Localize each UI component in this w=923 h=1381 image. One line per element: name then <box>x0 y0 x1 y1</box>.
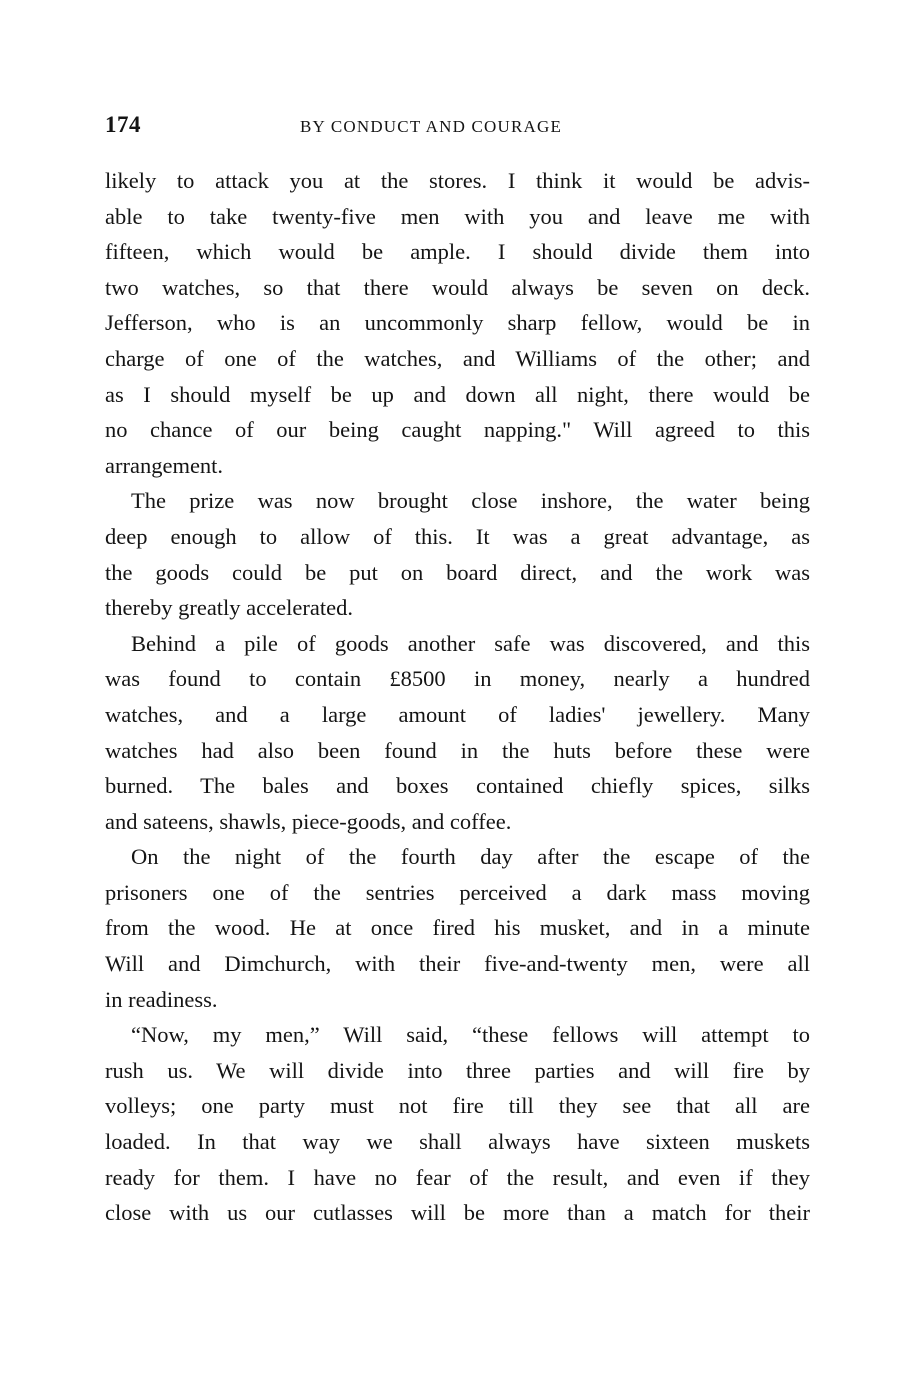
text-line: thereby greatly accelerated. <box>105 595 353 621</box>
text-line: burned. The bales and boxes contained chiefly spices, silks <box>105 773 810 799</box>
text-line: no chance of our being caught napping." Will agreed to this <box>105 417 810 443</box>
text-line: in readiness. <box>105 986 218 1012</box>
page-number: 174 <box>105 112 141 137</box>
text-line: volleys; one party must not fire till they see that all are <box>105 1093 810 1119</box>
paragraph <box>105 626 810 840</box>
text-line: On the night of the fourth day after the escape of the <box>131 844 810 870</box>
text-line: Behind a pile of goods another safe was discovered, and this <box>131 630 810 656</box>
text-line: prisoners one of the sentries perceived a dark mass moving <box>105 879 810 905</box>
running-title: BY CONDUCT AND COURAGE <box>300 117 563 136</box>
text-line: The prize was now brought close inshore, the water being <box>131 488 810 514</box>
paragraph <box>105 483 810 625</box>
text-line: and sateens, shawls, piece-goods, and coffee. <box>105 808 512 834</box>
text-line: from the wood. He at once fired his musket, and in a minute <box>105 915 810 941</box>
text-line: was found to contain £8500 in money, nearly a hundred <box>105 666 810 692</box>
text-line: close with us our cutlasses will be more than a match for their <box>105 1200 810 1226</box>
paragraph <box>105 1017 810 1231</box>
text-line: watches, and a large amount of ladies' jewellery. Many <box>105 701 810 727</box>
text-line: Will and Dimchurch, with their five-and-twenty men, were all <box>105 951 810 977</box>
text-line: charge of one of the watches, and Williams of the other; and <box>105 345 810 371</box>
text-line: loaded. In that way we shall always have sixteen muskets <box>105 1129 810 1155</box>
text-line: rush us. We will divide into three parties and will fire by <box>105 1057 810 1083</box>
text-line: as I should myself be up and down all night, there would be <box>105 381 810 407</box>
text-line: able to take twenty-five men with you and leave me with <box>105 203 810 229</box>
text-line: arrangement. <box>105 452 224 478</box>
text-line: likely to attack you at the stores. I think it would be advis- <box>105 168 810 193</box>
paragraph <box>105 163 810 483</box>
text-line: the goods could be put on board direct, and the work was <box>105 559 810 585</box>
text-line: watches had also been found in the huts before these were <box>105 737 810 763</box>
text-line: deep enough to allow of this. It was a great advantage, as <box>105 523 810 549</box>
body-text <box>105 163 810 1231</box>
page-header <box>105 112 810 142</box>
text-line: “Now, my men,” Will said, “these fellows will attempt to <box>131 1022 810 1048</box>
text-line: fifteen, which would be ample. I should divide them into <box>105 239 810 265</box>
text-line: ready for them. I have no fear of the result, and even if they <box>105 1164 810 1190</box>
text-line: two watches, so that there would always be seven on deck. <box>105 274 810 300</box>
text-line: Jefferson, who is an uncommonly sharp fellow, would be in <box>105 310 810 336</box>
paragraph <box>105 839 810 1017</box>
